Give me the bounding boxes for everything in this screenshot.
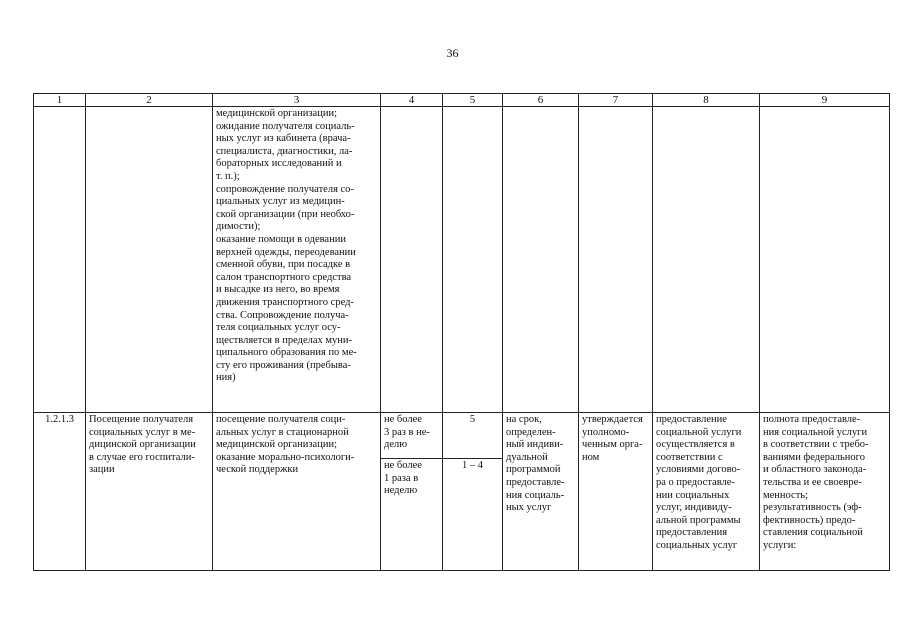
text-line: ществляется в пределах муни-	[216, 334, 353, 346]
text-line: в соответствии с требо-	[763, 439, 869, 451]
text-line: дуальной	[506, 451, 548, 463]
text-line: услуги:	[763, 539, 797, 551]
quality-indicators-cell	[760, 413, 890, 571]
text-line: утверждается	[582, 414, 643, 425]
text-line: и высадке из него, во время	[216, 284, 340, 296]
text-line: ный индиви-	[506, 439, 564, 451]
text-line: ния)	[216, 372, 236, 384]
text-line: фективность) предо-	[763, 514, 856, 526]
quantity-bottom: 1 – 4	[443, 458, 502, 474]
text-line: сопровождение получателя со-	[216, 183, 354, 195]
continuation-row	[34, 107, 890, 413]
text-line: ской организации (при необхо-	[216, 208, 355, 220]
text-line: альных услуг в стационарной	[216, 426, 349, 438]
text-line: циальных услуг из медицин-	[216, 196, 345, 208]
quantity-top: 5	[469, 414, 476, 425]
text-line: медицинской организации;	[216, 439, 337, 451]
text-line: полнота предоставле-	[763, 414, 861, 425]
text-line: оказание помощи в одевании	[216, 233, 346, 245]
text-line: и областного законода-	[763, 464, 867, 476]
text-line: предоставления	[656, 527, 728, 539]
quantity-cell	[443, 413, 503, 571]
text-line: неделю	[384, 485, 418, 497]
text-line: 3 раз в не-	[384, 426, 430, 438]
header-cell: 7	[579, 94, 653, 107]
text-line: ра о предоставле-	[656, 476, 735, 488]
text-line: сту его проживания (пребыва-	[216, 359, 351, 371]
text-line: ожидание получателя социаль-	[216, 120, 355, 132]
text-line: т. п.);	[216, 170, 240, 182]
text-line: условиями догово-	[656, 464, 741, 476]
text-line: ных услуг из кабинета (врача-	[216, 133, 351, 145]
header-row	[34, 94, 890, 107]
text-line: предоставле-	[506, 476, 565, 488]
text-line: зации	[89, 464, 115, 476]
cell-empty	[443, 107, 503, 413]
header-cell: 3	[213, 94, 381, 107]
service-name-cell	[86, 413, 213, 571]
text-line: менность;	[763, 489, 809, 501]
text-line: не более	[384, 460, 422, 471]
text-line: Посещение получателя	[89, 414, 194, 425]
text-line: салон транспортного средства	[216, 271, 352, 283]
services-table	[33, 93, 890, 571]
text-line: уполномо-	[582, 426, 630, 438]
page-number: 36	[446, 46, 459, 60]
text-line: результативность (эф-	[763, 502, 862, 514]
text-line: ния социаль-	[506, 489, 565, 501]
text-line: ципального образования по ме-	[216, 347, 357, 359]
text-line: ных услуг	[506, 502, 552, 514]
text-line: ном	[582, 451, 600, 463]
header-cell: 6	[503, 94, 579, 107]
text-line: программой	[506, 464, 561, 476]
frequency-bottom	[381, 458, 442, 499]
text-line: нии социальных	[656, 489, 730, 501]
text-line: движения транспортного сред-	[216, 296, 354, 308]
header-cell: 2	[86, 94, 213, 107]
text-line: ченным орга-	[582, 439, 643, 451]
text-line: ваниями федерального	[763, 451, 865, 463]
text-line: димости);	[216, 221, 261, 233]
header-cell: 9	[760, 94, 890, 107]
text-line: медицинской организации;	[216, 108, 337, 119]
text-line: социальной услуги	[656, 426, 742, 438]
frequency-cell	[381, 413, 443, 571]
text-line: ства. Сопровождение получа-	[216, 309, 349, 321]
text-line: предоставление	[656, 414, 727, 425]
text-line: соответствии с	[656, 451, 723, 463]
header-cell: 1	[34, 94, 86, 107]
frequency-top	[381, 413, 442, 458]
text-line: верхней одежды, переодевании	[216, 246, 356, 258]
cell-empty	[86, 107, 213, 413]
text-line: услуг, индивиду-	[656, 502, 732, 514]
text-line: в случае его госпитали-	[89, 451, 195, 463]
text-line: специалиста, диагностики, ла-	[216, 145, 353, 157]
text-line: делю	[384, 439, 408, 451]
text-line: бораторных исследований и	[216, 158, 342, 170]
service-description-cell	[213, 107, 381, 413]
term-cell	[503, 413, 579, 571]
service-number-cell: 1.2.1.3	[34, 413, 86, 571]
text-line: не более	[384, 414, 422, 425]
tariff-cell	[579, 413, 653, 571]
text-line: оказание морально-психологи-	[216, 451, 355, 463]
header-cell: 4	[381, 94, 443, 107]
service-row	[34, 413, 890, 571]
text-line: теля социальных услуг осу-	[216, 322, 341, 334]
text-line: сменной обуви, при посадке в	[216, 259, 351, 271]
header-cell: 8	[653, 94, 760, 107]
cell-empty	[653, 107, 760, 413]
service-description-cell	[213, 413, 381, 571]
cell-empty	[34, 107, 86, 413]
text-line: осуществляется в	[656, 439, 735, 451]
cell-empty	[760, 107, 890, 413]
text-line: социальных услуг в ме-	[89, 426, 196, 438]
cell-empty	[503, 107, 579, 413]
cell-empty	[381, 107, 443, 413]
conditions-cell	[653, 413, 760, 571]
text-line: посещение получателя соци-	[216, 414, 346, 425]
text-line: ния социальной услуги	[763, 426, 868, 438]
text-line: 1 раза в	[384, 472, 419, 484]
text-line: определен-	[506, 426, 556, 438]
text-line: тельства и ее своевре-	[763, 476, 862, 488]
text-line: дицинской организации	[89, 439, 196, 451]
text-line: ставления социальной	[763, 527, 863, 539]
text-line: социальных услуг	[656, 539, 738, 551]
text-line: ческой поддержки	[216, 464, 299, 476]
header-cell: 5	[443, 94, 503, 107]
text-line: на срок,	[506, 414, 542, 425]
text-line: альной программы	[656, 514, 741, 526]
cell-empty	[579, 107, 653, 413]
